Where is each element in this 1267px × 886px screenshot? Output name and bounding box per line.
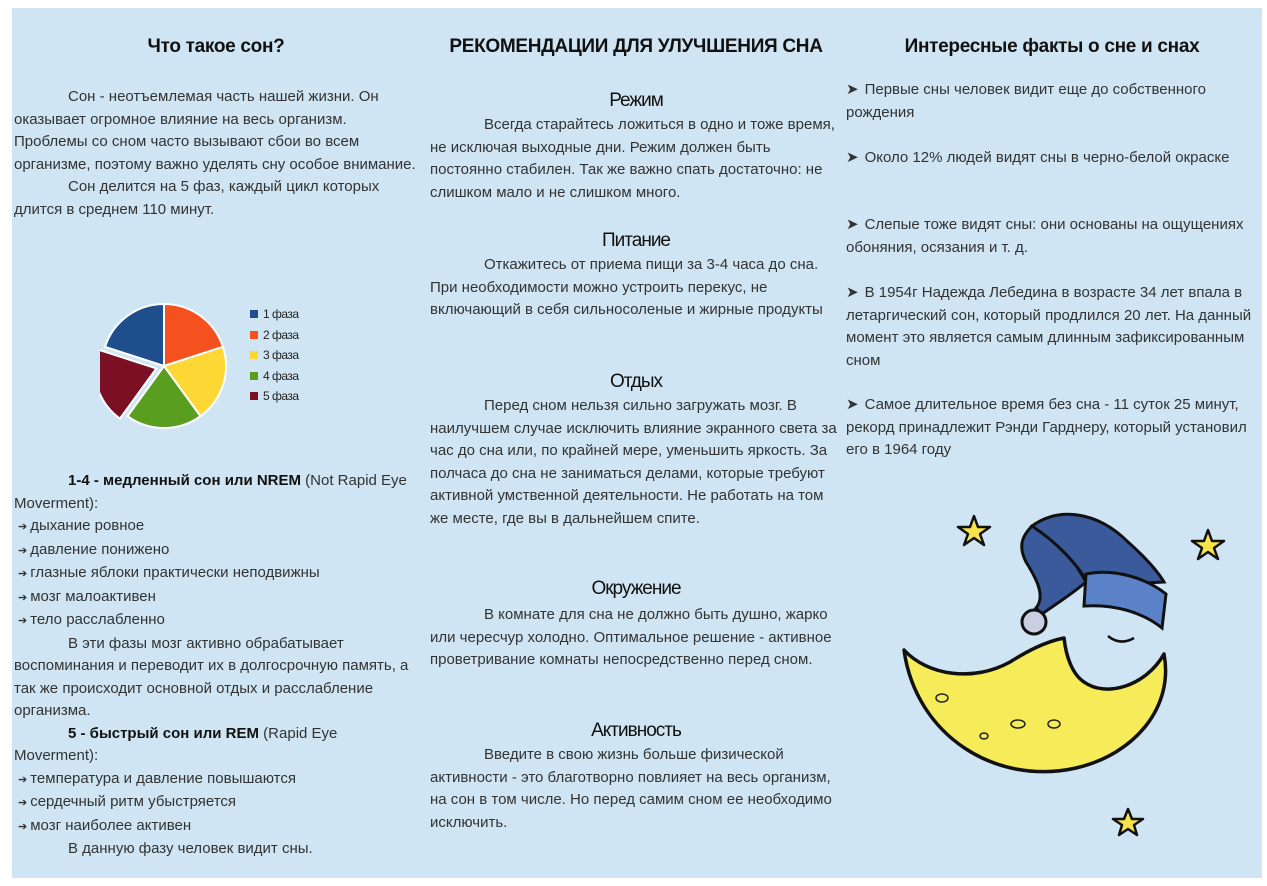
legend-label: 1 фаза — [263, 307, 299, 322]
fact-item: ➤ Первые сны человек видит еще до собственного рождения — [846, 81, 1206, 121]
legend-label: 4 фаза — [263, 368, 299, 383]
legend-entry — [250, 325, 299, 346]
section-environment-heading: Окружение — [591, 578, 681, 599]
section-food-heading: Питание — [602, 230, 670, 251]
rem-note: В данную фазу человек видит сны. — [68, 840, 313, 857]
facts-title: Интересные факты о сне и снах — [904, 36, 1200, 57]
legend-entry — [250, 386, 299, 407]
section-regime-text: Всегда старайтесь ложиться в одно и тоже время, не исключая выходные дни. Режим должен быть постоянно стабилен. Так же важно спать достаточно: не слишком мало и не слишком много. — [430, 116, 835, 201]
list-item: ➔ температура и давление повышаются — [14, 768, 418, 792]
list-item: ➔ мозг малоактивен — [14, 586, 418, 610]
nrem-list — [14, 515, 418, 633]
fact-item: ➤ Слепые тоже видят сны: они основаны на ощущениях обоняния, осязания и т. д. — [846, 216, 1244, 256]
section-activity-text: Введите в свою жизнь больше физической активности - это благотворно повлияет на весь организм, на сон в том числе. Но перед самим сном ее необходимо исключить. — [430, 746, 832, 831]
bullet-arrow-icon: ➤ — [846, 396, 859, 413]
intro-paragraph: Сон делится на 5 фаз, каждый цикл которых длится в среднем 110 минут. — [14, 178, 380, 218]
moon-crescent — [904, 638, 1166, 772]
nrem-note: В эти фазы мозг активно обрабатывает воспоминания и переводит их в долгосрочную память, а так же происходит основной отдых и расслабление организма. — [14, 634, 409, 719]
bullet-arrow-icon: ➤ — [846, 149, 859, 166]
fact-item: ➤ В 1954г Надежда Лебедина в возрасте 34 лет впала в летаргический сон, который продлился 20 лет. На данный момент это является самым длинным зафиксированным сном — [846, 284, 1252, 369]
bullet-arrow-icon: ➤ — [846, 284, 859, 301]
fact-item: ➤ Самое длительное время без сна - 11 суток 25 минут, рекорд принадлежит Рэнди Гарднеру, который установил его в 1964 году — [846, 396, 1247, 458]
brochure-sheet — [12, 8, 1262, 878]
nrem-heading-rest: (Not Rapid Eye Moverment): — [14, 472, 407, 512]
star-icon — [1192, 530, 1224, 559]
nrem-block — [14, 470, 418, 861]
legend-label: 5 фаза — [263, 389, 299, 404]
legend-swatch — [250, 331, 258, 339]
list-item: ➔ глазные яблоки практически неподвижны — [14, 562, 418, 586]
legend-swatch — [250, 392, 258, 400]
legend-label: 3 фаза — [263, 348, 299, 363]
closed-eye — [1108, 636, 1134, 642]
rem-heading-rest: (Rapid Eye Moverment): — [14, 724, 338, 764]
bullet-arrow-icon: ➤ — [846, 81, 859, 98]
fact-item: ➤ Около 12% людей видят сны в черно-белой окраске — [846, 149, 1230, 166]
what-is-sleep-title: Что такое сон? — [147, 36, 285, 57]
intro-paragraph: Сон - неотъемлемая часть нашей жизни. Он оказывает огромное влияние на весь организм. Проблемы со сном часто вызывают сбои во всем организме, поэтому важно уделять сну особое внимание. — [14, 88, 416, 173]
rem-list — [14, 768, 418, 839]
list-item: ➔ давление понижено — [14, 539, 418, 563]
list-item: ➔ сердечный ритм убыстряется — [14, 791, 418, 815]
sleep-phases-pie-chart — [100, 284, 240, 429]
sleeping-moon-illustration — [846, 486, 1258, 878]
recommendations-title: РЕКОМЕНДАЦИИ ДЛЯ УЛУЧШЕНИЯ СНА — [449, 36, 823, 57]
section-regime-heading: Режим — [609, 90, 663, 111]
section-food-text: Откажитесь от приема пищи за 3-4 часа до сна. При необходимости можно устроить перекус, не включающий в себя сильносоленые и жирные продукты — [430, 256, 823, 318]
legend-label: 2 фаза — [263, 327, 299, 342]
list-item: ➔ мозг наиболее активен — [14, 815, 418, 839]
list-item: ➔ дыхание ровное — [14, 515, 418, 539]
section-environment-text: В комнате для сна не должно быть душно, жарко или чересчур холодно. Оптимальное решение - активное проветривание комнаты непосредственно перед сном. — [430, 606, 832, 668]
star-icon — [958, 516, 990, 545]
section-rest-text: Перед сном нельзя сильно загружать мозг. В наилучшем случае исключить влияние экранного света за час до сна или, по крайней мере, уменьшить яркость. За полчаса до сна не заниматься делами, которые требуют активной умственной деятельности. Не работать на том же месте, где вы в дальнейшем спите. — [430, 397, 837, 527]
legend-entry — [250, 366, 299, 387]
legend-swatch — [250, 372, 258, 380]
rem-heading — [14, 723, 418, 768]
rem-heading-bold: 5 - быстрый сон или REM — [68, 724, 260, 742]
nightcap-pompom — [1022, 610, 1046, 634]
pie-legend — [250, 304, 299, 407]
bullet-arrow-icon: ➤ — [846, 216, 859, 233]
nrem-heading-bold: 1-4 - медленный сон или NREM — [68, 472, 301, 489]
list-item: ➔ тело расслабленно — [14, 609, 418, 633]
legend-swatch — [250, 351, 258, 359]
nrem-heading — [14, 470, 418, 515]
section-rest-heading: Отдых — [609, 371, 663, 392]
star-icon — [1113, 809, 1143, 835]
legend-entry — [250, 304, 299, 325]
intro-text — [14, 86, 418, 221]
legend-entry — [250, 345, 299, 366]
section-activity-heading: Активность — [591, 720, 681, 741]
legend-swatch — [250, 310, 258, 318]
